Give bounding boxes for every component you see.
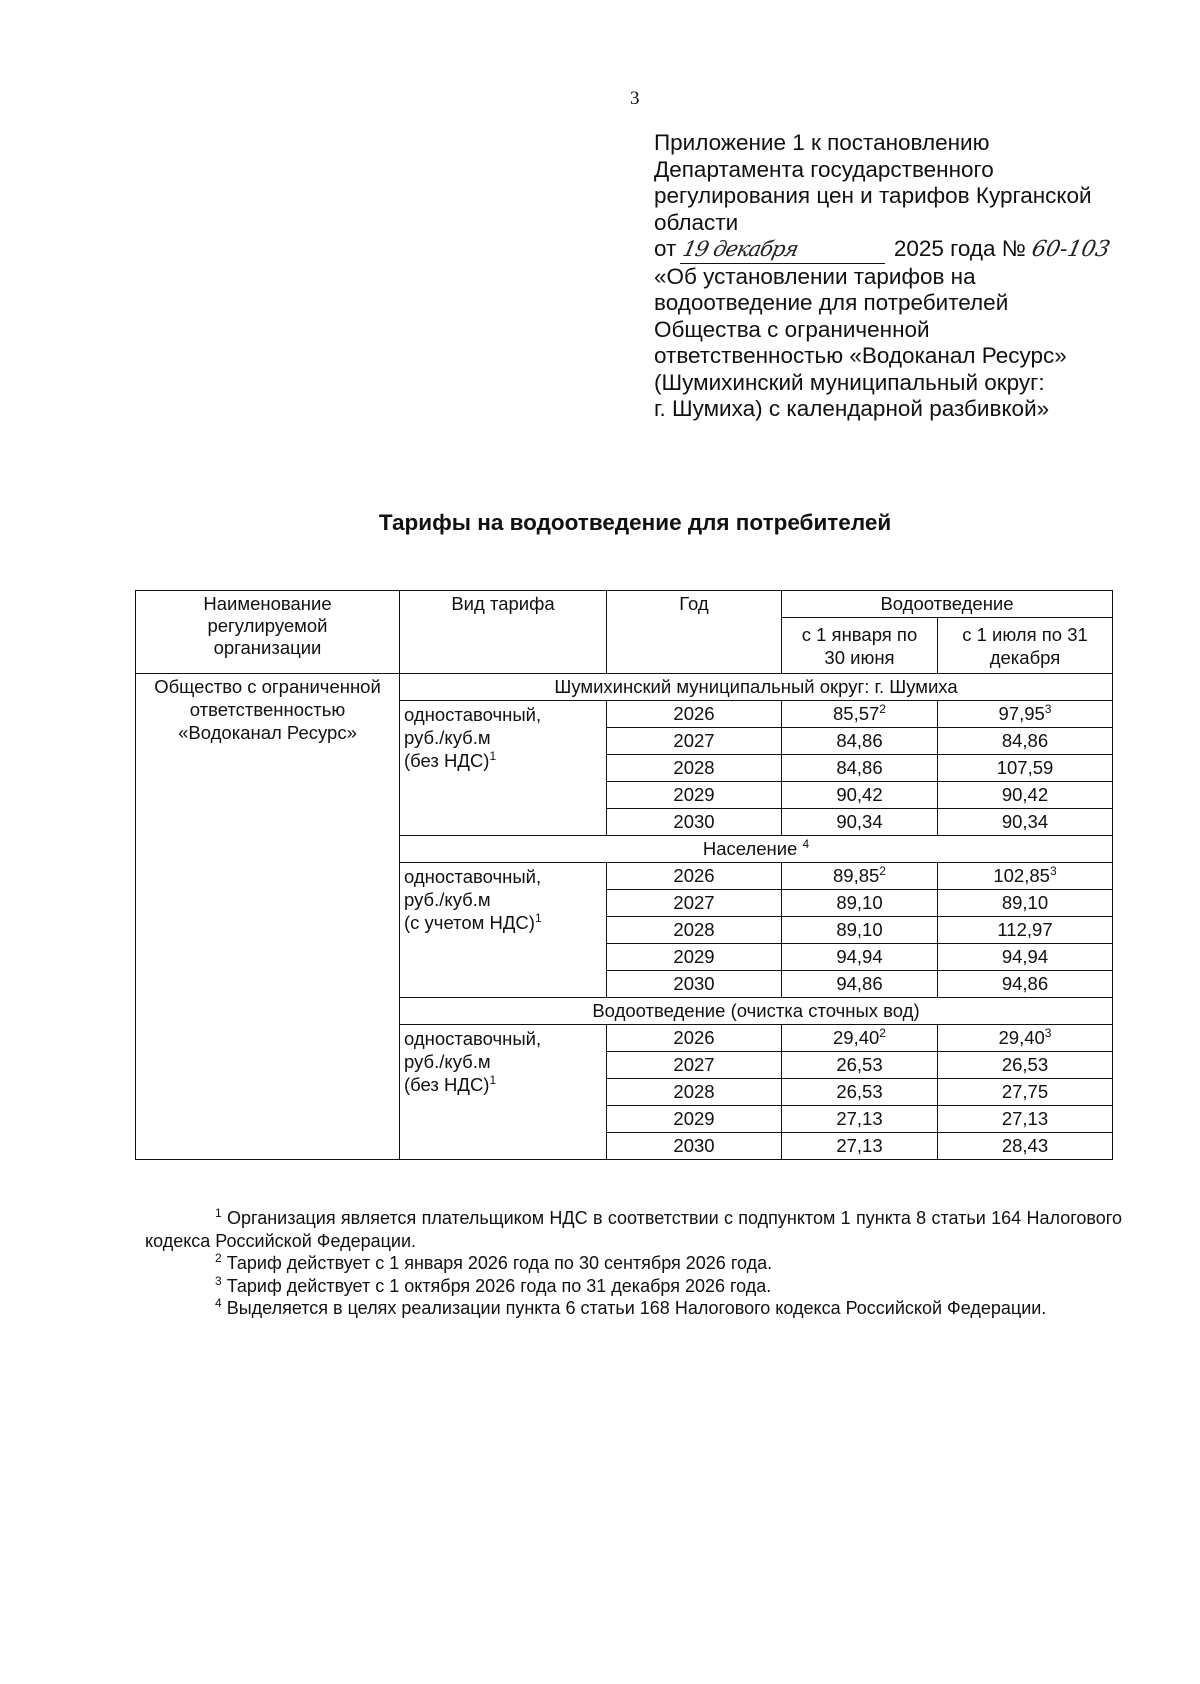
appendix-from: от [654, 236, 677, 261]
footnote-mark: 2 [879, 702, 886, 716]
footnotes [145, 1207, 1122, 1320]
value-cell [938, 1079, 1113, 1106]
organization-line: Общество с ограниченной [154, 676, 381, 697]
footnote-text: Тариф действует с 1 октября 2026 года по 31 декабря 2026 года. [226, 1275, 772, 1296]
footnote-mark: 3 [215, 1273, 222, 1288]
section-row [136, 674, 1113, 701]
value-cell [782, 944, 938, 971]
year-cell: 2026 [607, 701, 782, 728]
value-text: 89,10 [1001, 892, 1049, 913]
footnote-mark: 4 [802, 837, 810, 851]
value-cell [938, 944, 1113, 971]
value-text: 94,86 [1001, 973, 1049, 994]
value-text: 94,94 [836, 946, 883, 967]
value-text: 90,42 [836, 784, 883, 805]
value-text: 112,97 [997, 919, 1053, 940]
value-text: 102,85 [993, 865, 1050, 886]
footnote-mark: 1 [489, 1073, 497, 1087]
year-cell: 2029 [607, 944, 782, 971]
value-text: 84,86 [836, 730, 883, 751]
footnote-text: Организация является плательщиком НДС в соответствии с подпунктом 1 пункта 8 статьи 164 Налогового кодекса Российской Федерации. [145, 1208, 1122, 1251]
header-org-line: Наименование [203, 593, 332, 614]
value-cell [782, 1079, 938, 1106]
year-cell: 2027 [607, 728, 782, 755]
footnote [145, 1252, 1122, 1275]
header-org-line: организации [213, 637, 322, 658]
header-kind: Вид тарифа [400, 591, 607, 674]
appendix-line: (Шумихинский муниципальный округ: [654, 369, 1045, 395]
tariff-kind-text: одноставочный, [404, 866, 542, 887]
tariff-kind-line [404, 1027, 602, 1050]
value-cell [938, 782, 1113, 809]
header-period-2 [938, 618, 1113, 674]
appendix-line: «Об установлении тарифов на [654, 263, 976, 289]
value-cell [938, 701, 1113, 728]
value-text: 89,10 [836, 919, 883, 940]
year-cell: 2029 [607, 1106, 782, 1133]
appendix-line: водоотведение для потребителей [654, 290, 1009, 315]
year-cell: 2030 [607, 1133, 782, 1160]
tariff-kind-line [404, 726, 602, 749]
value-text: 107,59 [996, 757, 1054, 778]
year-cell: 2027 [607, 1052, 782, 1079]
tariff-kind-text: одноставочный, [404, 1028, 542, 1049]
footnote [145, 1275, 1122, 1298]
value-text: 28,43 [1001, 1135, 1049, 1156]
tariff-kind-line [404, 703, 602, 726]
year-cell: 2030 [607, 809, 782, 836]
appendix-line: регулирования цен и тарифов Курганской [654, 183, 1092, 208]
year-cell: 2026 [607, 1025, 782, 1052]
value-cell [938, 971, 1113, 998]
footnote-mark: 3 [1049, 864, 1057, 878]
tariff-kind-line [404, 1050, 602, 1073]
value-text: 26,53 [836, 1081, 883, 1102]
value-cell [782, 701, 938, 728]
value-cell [938, 728, 1113, 755]
value-cell [782, 863, 938, 890]
handwritten-date: 19 декабря [680, 236, 891, 264]
value-cell [782, 1025, 938, 1052]
value-cell [782, 917, 938, 944]
value-cell [938, 1133, 1113, 1160]
organization-cell [136, 674, 400, 1160]
value-text: 90,42 [1001, 784, 1049, 805]
organization-line: «Водоканал Ресурс» [178, 722, 357, 743]
section-title [400, 836, 1113, 863]
value-text: 29,40 [998, 1027, 1045, 1048]
appendix-line: Департамента государственного [654, 156, 994, 182]
tariff-kind-line [404, 865, 602, 888]
header-year: Год [607, 591, 782, 674]
value-cell [782, 782, 938, 809]
appendix-header [654, 130, 1134, 423]
year-cell: 2030 [607, 971, 782, 998]
appendix-line: г. Шумиха) с календарной разбивкой» [654, 396, 1050, 421]
value-text: 27,13 [1001, 1108, 1049, 1129]
value-text: 90,34 [1001, 811, 1049, 832]
footnote-mark: 1 [215, 1206, 222, 1220]
value-cell [782, 890, 938, 917]
tariff-kind-text: (без НДС) [404, 1074, 490, 1095]
footnote-mark: 4 [215, 1296, 222, 1310]
header-org-line: регулируемой [207, 615, 328, 636]
footnote-mark: 3 [1044, 702, 1052, 716]
tariff-kind-text: руб./куб.м [404, 889, 491, 910]
value-text: 90,34 [836, 811, 883, 832]
value-cell [938, 863, 1113, 890]
header-period-line: с 1 января по [801, 623, 918, 645]
value-text: 94,94 [1001, 946, 1049, 967]
tariff-kind-line [404, 911, 602, 934]
value-cell [782, 755, 938, 782]
value-text: 85,57 [833, 703, 880, 724]
tariff-kind-line [404, 888, 602, 911]
value-text: 26,53 [836, 1054, 883, 1075]
header-period-line: 30 июня [824, 646, 895, 668]
section-title [400, 998, 1113, 1025]
year-cell: 2029 [607, 782, 782, 809]
value-text: 84,86 [1001, 730, 1049, 751]
table-header-row [136, 591, 1113, 618]
value-cell [782, 728, 938, 755]
footnote [145, 1297, 1122, 1320]
value-cell [938, 890, 1113, 917]
value-cell [938, 917, 1113, 944]
appendix-line: Общества с ограниченной [654, 316, 930, 342]
year-cell: 2028 [607, 917, 782, 944]
value-cell [938, 1052, 1113, 1079]
header-org [136, 591, 400, 674]
header-period-line: с 1 июля по 31 [962, 623, 1088, 645]
header-period-1 [782, 618, 938, 674]
value-text: 27,75 [1001, 1081, 1049, 1102]
footnote-mark: 3 [1044, 1026, 1052, 1040]
header-period-line: декабря [989, 646, 1061, 668]
tariff-kind-text: руб./куб.м [404, 727, 491, 748]
value-text: 27,13 [836, 1135, 883, 1156]
handwritten-number: 60-103 [1029, 237, 1113, 262]
section-title [400, 674, 1113, 701]
value-text: 84,86 [836, 757, 883, 778]
appendix-line: ответственностью «Водоканал Ресурс» [654, 343, 1067, 368]
section-title-text: Население [702, 838, 798, 859]
value-cell [782, 1052, 938, 1079]
footnote-mark: 1 [534, 911, 542, 925]
value-cell [938, 1025, 1113, 1052]
document-title: Тарифы на водоотведение для потребителей [378, 510, 892, 535]
value-cell [938, 809, 1113, 836]
value-cell [782, 1106, 938, 1133]
value-cell [938, 755, 1113, 782]
appendix-line: Приложение 1 к постановлению [654, 130, 990, 155]
section-title-text: Водоотведение (очистка сточных вод) [592, 1000, 920, 1021]
tariff-kind-text: (с учетом НДС) [404, 912, 535, 933]
year-cell: 2027 [607, 890, 782, 917]
value-text: 89,10 [836, 892, 883, 913]
footnote [145, 1207, 1122, 1252]
tariff-kind [400, 701, 607, 836]
appendix-date-line [654, 236, 1134, 264]
tariff-kind-text: руб./куб.м [404, 1051, 491, 1072]
value-text: 94,86 [836, 973, 883, 994]
tariff-kind-line [404, 749, 602, 772]
tariff-kind-line [404, 1073, 602, 1096]
year-cell: 2028 [607, 755, 782, 782]
appendix-year: 2025 года № [893, 236, 1026, 261]
footnote-mark: 2 [879, 864, 886, 878]
tariff-table [135, 590, 1113, 1160]
value-cell [782, 1133, 938, 1160]
value-cell [938, 1106, 1113, 1133]
tariff-kind [400, 863, 607, 998]
year-cell: 2026 [607, 863, 782, 890]
value-text: 27,13 [836, 1108, 883, 1129]
value-text: 26,53 [1001, 1054, 1049, 1075]
tariff-kind-text: одноставочный, [404, 704, 542, 725]
footnote-text: Выделяется в целях реализации пункта 6 статьи 168 Налогового кодекса Российской Федерации. [226, 1298, 1047, 1318]
value-text: 97,95 [998, 703, 1045, 724]
value-cell [782, 809, 938, 836]
appendix-line: области [654, 209, 739, 235]
footnote-text: Тариф действует с 1 января 2026 года по 30 сентября 2026 года. [226, 1253, 773, 1273]
page-number: 3 [630, 88, 640, 109]
section-title-text: Шумихинский муниципальный округ: г. Шумиха [554, 676, 958, 697]
year-cell: 2028 [607, 1079, 782, 1106]
tariff-kind [400, 1025, 607, 1160]
header-group: Водоотведение [782, 591, 1113, 618]
footnote-mark: 2 [215, 1251, 222, 1265]
value-text: 29,40 [833, 1027, 880, 1048]
footnote-mark: 1 [489, 749, 497, 763]
organization-line: ответственностью [189, 699, 346, 720]
value-text: 89,85 [833, 865, 880, 886]
value-cell [782, 971, 938, 998]
footnote-mark: 2 [879, 1026, 886, 1040]
tariff-kind-text: (без НДС) [404, 750, 490, 771]
